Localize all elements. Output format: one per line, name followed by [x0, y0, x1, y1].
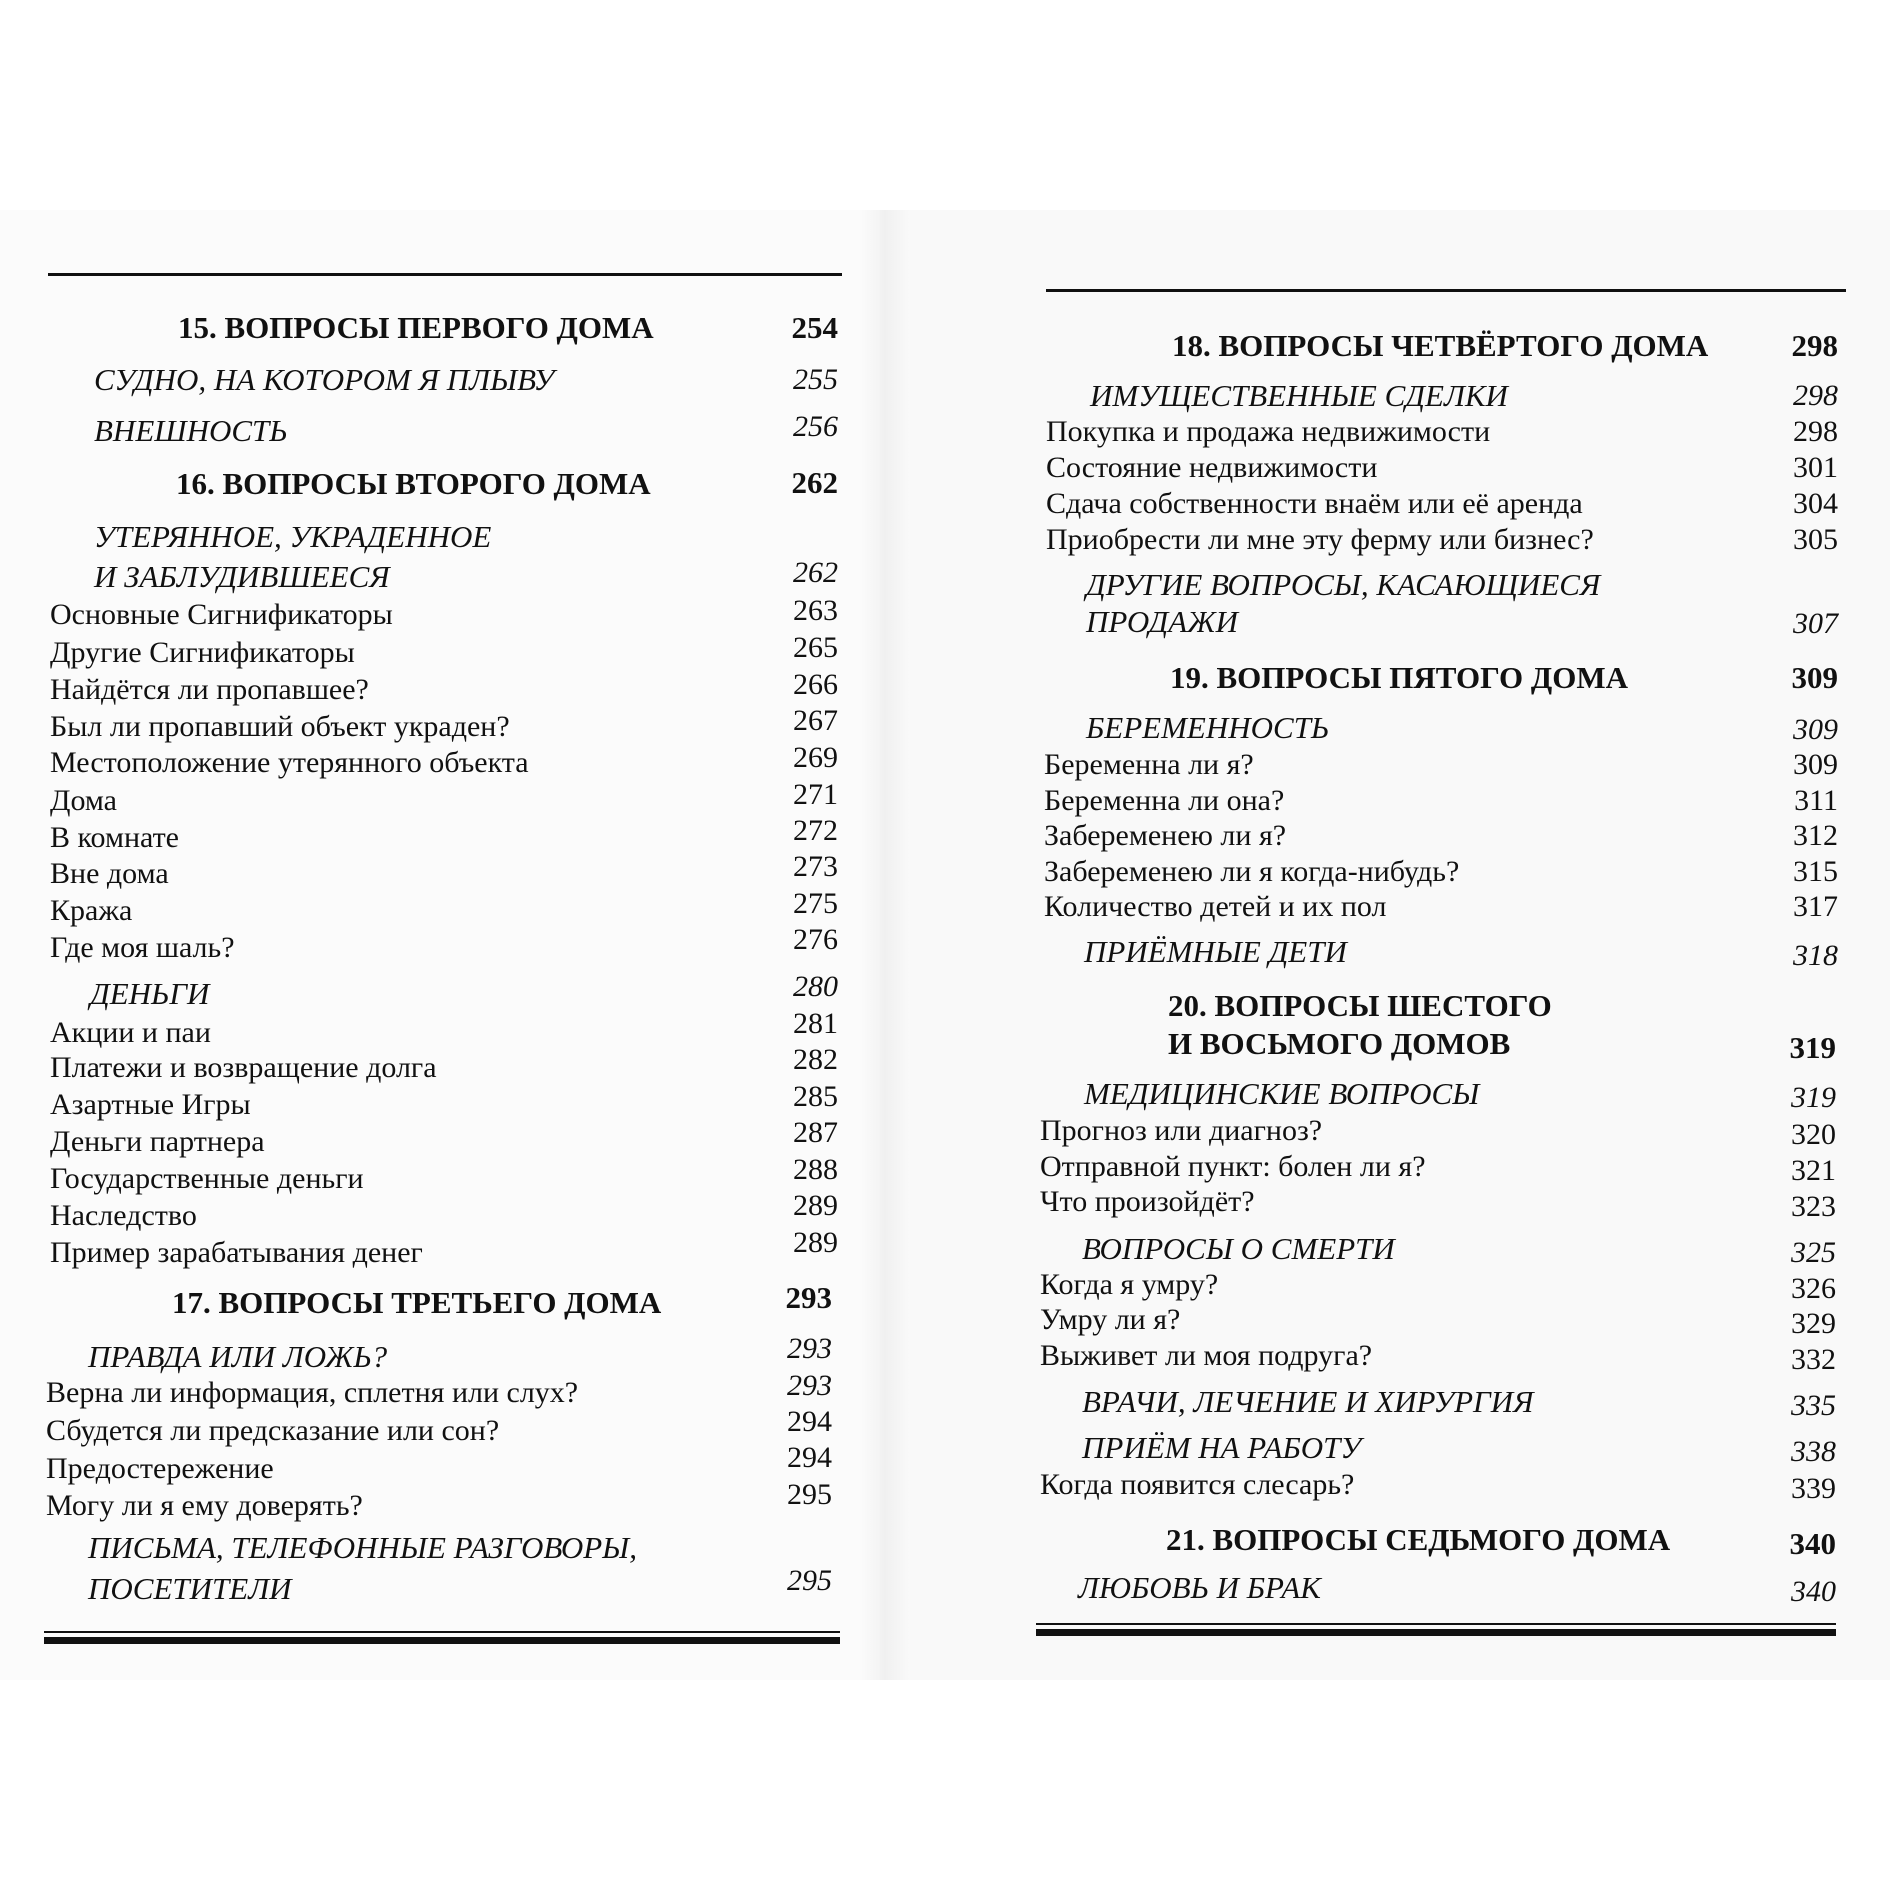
- toc-section-title: МЕДИЦИНСКИЕ ВОПРОСЫ: [1084, 1076, 1480, 1111]
- toc-page-number: 266: [793, 668, 838, 701]
- toc-page-number: 289: [793, 1226, 838, 1259]
- toc-page-number: 309: [1793, 713, 1838, 746]
- toc-item-title: Верна ли информация, сплетня или слух?: [46, 1376, 579, 1409]
- toc-page-number: 280: [793, 970, 838, 1003]
- toc-section-title: ДЕНЬГИ: [90, 976, 210, 1011]
- toc-section-title: ПРОДАЖИ: [1086, 604, 1238, 639]
- toc-section-title: ЛЮБОВЬ И БРАК: [1078, 1570, 1321, 1605]
- toc-section-title: ВРАЧИ, ЛЕЧЕНИЕ И ХИРУРГИЯ: [1082, 1384, 1534, 1419]
- toc-section-title: ПРАВДА ИЛИ ЛОЖЬ?: [88, 1339, 388, 1374]
- toc-section-title: ПРИЁМ НА РАБОТУ: [1082, 1430, 1362, 1465]
- toc-item-title: Состояние недвижимости: [1046, 451, 1378, 484]
- toc-page-number: 293: [787, 1332, 832, 1365]
- toc-page-number: 267: [793, 704, 838, 737]
- toc-page-number: 275: [793, 887, 838, 920]
- toc-item-title: Отправной пункт: болен ли я?: [1040, 1150, 1426, 1183]
- toc-item-title: Кража: [50, 894, 133, 927]
- toc-page-number: 298: [1793, 379, 1838, 412]
- toc-page-number: 320: [1791, 1118, 1836, 1151]
- toc-page-number: 285: [793, 1080, 838, 1113]
- toc-item-title: Местоположение утерянного объекта: [50, 746, 529, 779]
- toc-page-number: 304: [1793, 487, 1838, 520]
- toc-page-number: 295: [787, 1478, 832, 1511]
- toc-section-title: СУДНО, НА КОТОРОМ Я ПЛЫВУ: [94, 362, 555, 397]
- toc-item-title: Государственные деньги: [50, 1162, 364, 1195]
- toc-page-number: 298: [1791, 328, 1838, 363]
- toc-page-number: 269: [793, 741, 838, 774]
- toc-chapter-title: 17. ВОПРОСЫ ТРЕТЬЕГО ДОМА: [172, 1285, 662, 1320]
- toc-page-number: 307: [1793, 607, 1838, 640]
- toc-item-title: Беременна ли она?: [1044, 784, 1285, 817]
- toc-chapter-title: 19. ВОПРОСЫ ПЯТОГО ДОМА: [1170, 660, 1629, 695]
- toc-page-number: 321: [1791, 1154, 1836, 1187]
- toc-page-number: 262: [791, 465, 838, 500]
- toc-page-number: 315: [1793, 855, 1838, 888]
- toc-section-title: УТЕРЯННОЕ, УКРАДЕННОЕ: [94, 519, 492, 554]
- toc-page-number: 281: [793, 1007, 838, 1040]
- toc-page-number: 289: [793, 1189, 838, 1222]
- toc-page-number: 301: [1793, 451, 1838, 484]
- toc-section-title: ПИСЬМА, ТЕЛЕФОННЫЕ РАЗГОВОРЫ,: [88, 1530, 637, 1565]
- toc-page-number: 340: [1791, 1575, 1836, 1608]
- toc-item-title: Деньги партнера: [50, 1125, 265, 1158]
- toc-item-title: Был ли пропавший объект украден?: [50, 710, 510, 743]
- toc-item-title: Дома: [50, 784, 117, 817]
- toc-page-number: 339: [1791, 1472, 1836, 1505]
- toc-item-title: В комнате: [50, 821, 179, 854]
- toc-chapter-title: И ВОСЬМОГО ДОМОВ: [1168, 1026, 1511, 1061]
- toc-item-title: Другие Сигнификаторы: [50, 636, 355, 669]
- toc-item-title: Беременна ли я?: [1044, 748, 1254, 781]
- toc-chapter-title: 21. ВОПРОСЫ СЕДЬМОГО ДОМА: [1166, 1522, 1671, 1557]
- toc-item-title: Когда я умру?: [1040, 1268, 1219, 1301]
- toc-page-number: 295: [787, 1564, 832, 1597]
- toc-page-number: 312: [1793, 819, 1838, 852]
- toc-item-title: Азартные Игры: [50, 1088, 251, 1121]
- toc-item-title: Что произойдёт?: [1040, 1185, 1255, 1218]
- toc-section-title: И ЗАБЛУДИВШЕЕСЯ: [94, 559, 390, 594]
- toc-section-title: ПРИЁМНЫЕ ДЕТИ: [1084, 934, 1347, 969]
- toc-page-number: 323: [1791, 1190, 1836, 1223]
- toc-page-number: 256: [793, 410, 838, 443]
- toc-item-title: Сбудется ли предсказание или сон?: [46, 1414, 500, 1447]
- toc-page-number: 294: [787, 1441, 832, 1474]
- toc-page-number: 325: [1791, 1236, 1836, 1269]
- toc-page-number: 298: [1793, 415, 1838, 448]
- toc-page-number: 294: [787, 1405, 832, 1438]
- toc-item-title: Вне дома: [50, 857, 169, 890]
- toc-page-number: 338: [1791, 1435, 1836, 1468]
- toc-item-title: Забеременею ли я когда-нибудь?: [1044, 855, 1460, 888]
- toc-section-title: ПОСЕТИТЕЛИ: [88, 1571, 292, 1606]
- toc-page-number: 319: [1791, 1081, 1836, 1114]
- toc-page-number: 287: [793, 1116, 838, 1149]
- toc-section-title: ВОПРОСЫ О СМЕРТИ: [1082, 1231, 1395, 1266]
- toc-item-title: Выживет ли моя подруга?: [1040, 1339, 1373, 1372]
- toc-page-number: 273: [793, 850, 838, 883]
- toc-page-number: 317: [1793, 890, 1838, 923]
- toc-section-title: ДРУГИЕ ВОПРОСЫ, КАСАЮЩИЕСЯ: [1086, 567, 1601, 602]
- toc-page-number: 318: [1793, 939, 1838, 972]
- toc-item-title: Покупка и продажа недвижимости: [1046, 415, 1491, 448]
- toc-page-number: 329: [1791, 1307, 1836, 1340]
- toc-page-number: 319: [1789, 1030, 1836, 1065]
- toc-section-title: ВНЕШНОСТЬ: [94, 413, 288, 448]
- toc-section-title: ИМУЩЕСТВЕННЫЕ СДЕЛКИ: [1090, 378, 1508, 413]
- toc-chapter-title: 15. ВОПРОСЫ ПЕРВОГО ДОМА: [178, 310, 654, 345]
- toc-chapter-title: 20. ВОПРОСЫ ШЕСТОГО: [1168, 988, 1552, 1023]
- toc-page-number: 263: [793, 594, 838, 627]
- toc-page-number: 332: [1791, 1343, 1836, 1376]
- toc-chapter-title: 18. ВОПРОСЫ ЧЕТВЁРТОГО ДОМА: [1172, 328, 1709, 363]
- toc-item-title: Наследство: [50, 1199, 197, 1232]
- toc-page-number: 293: [787, 1369, 832, 1402]
- toc-page-number: 311: [1794, 784, 1838, 817]
- toc-page-number: 276: [793, 923, 838, 956]
- toc-page-number: 309: [1791, 660, 1838, 695]
- toc-page-number: 340: [1789, 1526, 1836, 1561]
- toc-page-number: 262: [793, 556, 838, 589]
- toc-item-title: Приобрести ли мне эту ферму или бизнес?: [1046, 523, 1594, 556]
- toc-item-title: Пример зарабатывания денег: [50, 1236, 423, 1269]
- toc-item-title: Когда появится слесарь?: [1040, 1468, 1355, 1501]
- toc-item-title: Предостережение: [46, 1452, 274, 1485]
- toc-item-title: Забеременею ли я?: [1044, 819, 1287, 852]
- toc-item-title: Прогноз или диагноз?: [1040, 1114, 1323, 1147]
- toc-item-title: Основные Сигнификаторы: [50, 598, 393, 631]
- toc-item-title: Сдача собственности внаём или её аренда: [1046, 487, 1583, 520]
- toc-item-title: Платежи и возвращение долга: [50, 1051, 437, 1084]
- toc-page-number: 254: [791, 310, 838, 345]
- toc-page-number: 335: [1791, 1389, 1836, 1422]
- toc-item-title: Могу ли я ему доверять?: [46, 1489, 363, 1522]
- toc-item-title: Найдётся ли пропавшее?: [50, 673, 369, 706]
- toc-chapter-title: 16. ВОПРОСЫ ВТОРОГО ДОМА: [176, 466, 651, 501]
- toc-section-title: БЕРЕМЕННОСТЬ: [1086, 710, 1330, 745]
- toc-item-title: Где моя шаль?: [50, 931, 235, 964]
- toc-item-title: Количество детей и их пол: [1044, 890, 1387, 923]
- toc-item-title: Акции и паи: [50, 1016, 211, 1049]
- toc-page-number: 293: [785, 1280, 832, 1315]
- toc-page-number: 288: [793, 1153, 838, 1186]
- toc-page-number: 282: [793, 1043, 838, 1076]
- toc-page-number: 272: [793, 814, 838, 847]
- toc-page-number: 265: [793, 631, 838, 664]
- toc-page-number: 326: [1791, 1272, 1836, 1305]
- toc-page-number: 271: [793, 778, 838, 811]
- toc-page-number: 309: [1793, 748, 1838, 781]
- toc-item-title: Умру ли я?: [1040, 1303, 1181, 1336]
- toc-page-number: 255: [793, 363, 838, 396]
- toc-page-number: 305: [1793, 523, 1838, 556]
